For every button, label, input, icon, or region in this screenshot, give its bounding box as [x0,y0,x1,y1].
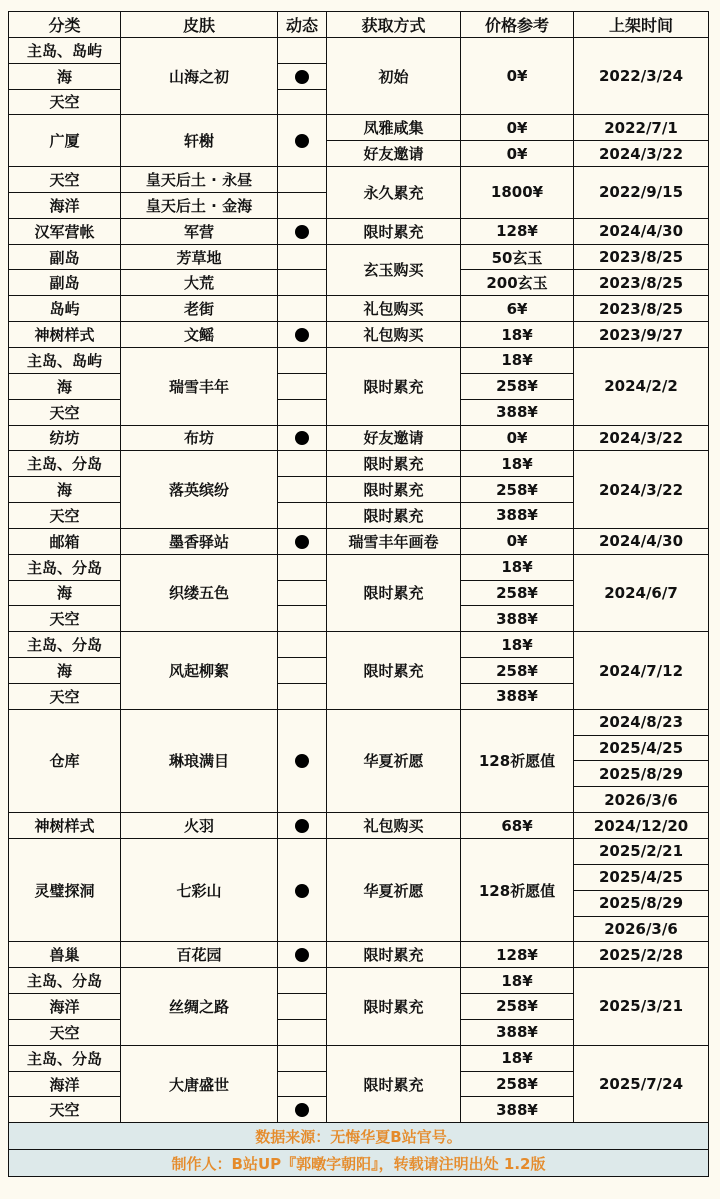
dynamic-cell [278,942,327,968]
dynamic-cell [278,244,327,270]
dynamic-cell [278,425,327,451]
dynamic-cell [278,994,327,1020]
method-cell: 礼包购买 [327,813,461,839]
category-cell: 天空 [9,606,121,632]
dynamic-cell [278,813,327,839]
skin-cell: 文鳐 [121,322,278,348]
dynamic-cell [278,63,327,89]
dynamic-cell [278,347,327,373]
table-row [9,451,709,477]
dynamic-dot-icon [295,754,309,768]
dynamic-cell [278,968,327,994]
dynamic-cell [278,709,327,812]
skin-cell: 布坊 [121,425,278,451]
price-cell: 0¥ [461,37,574,115]
skin-cell: 军营 [121,218,278,244]
skin-cell: 落英缤纷 [121,451,278,529]
dynamic-cell [278,839,327,942]
dynamic-cell [278,503,327,529]
price-cell: 388¥ [461,683,574,709]
dynamic-cell [278,322,327,348]
method-cell: 凤雅咸集 [327,115,461,141]
table-row [9,942,709,968]
skin-cell: 百花园 [121,942,278,968]
skin-cell: 大荒 [121,270,278,296]
dynamic-cell [278,399,327,425]
date-cell: 2025/4/25 [574,735,709,761]
dynamic-dot-icon [295,225,309,239]
dynamic-cell [278,451,327,477]
price-cell: 128祈愿值 [461,839,574,942]
price-cell: 258¥ [461,580,574,606]
method-cell: 华夏祈愿 [327,839,461,942]
dynamic-cell [278,554,327,580]
header-skin: 皮肤 [121,12,278,38]
category-cell: 海 [9,477,121,503]
price-cell: 388¥ [461,1097,574,1123]
price-cell: 18¥ [461,322,574,348]
header-method: 获取方式 [327,12,461,38]
price-cell: 258¥ [461,658,574,684]
skin-cell: 瑞雪丰年 [121,347,278,425]
table-row [9,425,709,451]
date-cell: 2022/7/1 [574,115,709,141]
method-cell: 限时累充 [327,218,461,244]
price-cell: 0¥ [461,115,574,141]
price-cell: 200玄玉 [461,270,574,296]
date-cell: 2024/4/30 [574,218,709,244]
date-cell: 2023/9/27 [574,322,709,348]
table-row [9,322,709,348]
date-cell: 2025/8/29 [574,890,709,916]
table-row [9,632,709,658]
dynamic-cell [278,632,327,658]
dynamic-cell [278,37,327,63]
category-cell: 邮箱 [9,528,121,554]
category-cell: 灵璧探洞 [9,839,121,942]
dynamic-cell [278,373,327,399]
price-cell: 18¥ [461,451,574,477]
dynamic-dot-icon [295,819,309,833]
method-cell: 礼包购买 [327,296,461,322]
footer-row [9,1150,709,1177]
date-cell: 2024/4/30 [574,528,709,554]
category-cell: 主岛、分岛 [9,968,121,994]
dynamic-cell [278,270,327,296]
method-cell: 限时累充 [327,968,461,1046]
skin-cell: 芳草地 [121,244,278,270]
dynamic-dot-icon [295,431,309,445]
price-cell: 18¥ [461,632,574,658]
category-cell: 主岛、分岛 [9,554,121,580]
table-row [9,244,709,270]
dynamic-cell [278,89,327,115]
date-cell: 2025/2/21 [574,839,709,865]
skin-cell: 七彩山 [121,839,278,942]
dynamic-cell [278,683,327,709]
category-cell: 天空 [9,503,121,529]
category-cell: 副岛 [9,270,121,296]
table-row [9,218,709,244]
dynamic-cell [278,580,327,606]
price-cell: 0¥ [461,528,574,554]
footer-row [9,1123,709,1150]
category-cell: 神树样式 [9,813,121,839]
category-cell: 海洋 [9,192,121,218]
category-cell: 主岛、分岛 [9,451,121,477]
method-cell: 限时累充 [327,942,461,968]
dynamic-cell [278,658,327,684]
category-cell: 海 [9,63,121,89]
table-row [9,528,709,554]
dynamic-cell [278,1019,327,1045]
date-cell: 2026/3/6 [574,787,709,813]
category-cell: 兽巢 [9,942,121,968]
price-cell: 6¥ [461,296,574,322]
method-cell: 永久累充 [327,167,461,219]
dynamic-cell [278,1097,327,1123]
skin-cell: 墨香驿站 [121,528,278,554]
table-row [9,968,709,994]
table-row [9,709,709,735]
price-cell: 388¥ [461,503,574,529]
skin-cell: 丝绸之路 [121,968,278,1046]
category-cell: 海 [9,373,121,399]
method-cell: 限时累充 [327,554,461,632]
dynamic-cell [278,296,327,322]
date-cell: 2024/3/22 [574,425,709,451]
table-row [9,347,709,373]
header-price: 价格参考 [461,12,574,38]
table-row [9,1045,709,1071]
method-cell: 限时累充 [327,347,461,425]
category-cell: 海 [9,658,121,684]
dynamic-dot-icon [295,70,309,84]
method-cell: 限时累充 [327,1045,461,1123]
price-cell: 258¥ [461,373,574,399]
price-cell: 388¥ [461,606,574,632]
method-cell: 华夏祈愿 [327,709,461,812]
category-cell: 主岛、分岛 [9,1045,121,1071]
dynamic-dot-icon [295,134,309,148]
date-cell: 2024/2/2 [574,347,709,425]
dynamic-cell [278,115,327,167]
date-cell: 2024/12/20 [574,813,709,839]
date-cell: 2025/2/28 [574,942,709,968]
category-cell: 汉军营帐 [9,218,121,244]
skin-table [8,11,709,1177]
category-cell: 天空 [9,1097,121,1123]
price-cell: 18¥ [461,554,574,580]
method-cell: 玄玉购买 [327,244,461,296]
price-cell: 18¥ [461,347,574,373]
category-cell: 海洋 [9,994,121,1020]
category-cell: 广厦 [9,115,121,167]
dynamic-cell [278,1071,327,1097]
method-cell: 好友邀请 [327,425,461,451]
date-cell: 2024/6/7 [574,554,709,632]
skin-cell: 轩榭 [121,115,278,167]
price-cell: 258¥ [461,477,574,503]
category-cell: 神树样式 [9,322,121,348]
category-cell: 天空 [9,1019,121,1045]
price-cell: 388¥ [461,399,574,425]
date-cell: 2025/7/24 [574,1045,709,1123]
price-cell: 0¥ [461,425,574,451]
method-cell: 礼包购买 [327,322,461,348]
method-cell: 限时累充 [327,632,461,710]
date-cell: 2024/7/12 [574,632,709,710]
skin-cell: 老街 [121,296,278,322]
table-row [9,554,709,580]
price-cell: 128¥ [461,942,574,968]
category-cell: 天空 [9,683,121,709]
dynamic-cell [278,477,327,503]
table-row [9,839,709,865]
date-cell: 2024/8/23 [574,709,709,735]
header-date: 上架时间 [574,12,709,38]
category-cell: 副岛 [9,244,121,270]
skin-cell: 风起柳絮 [121,632,278,710]
method-cell: 瑞雪丰年画卷 [327,528,461,554]
method-cell: 限时累充 [327,477,461,503]
dynamic-dot-icon [295,1103,309,1117]
category-cell: 天空 [9,399,121,425]
dynamic-dot-icon [295,948,309,962]
dynamic-cell [278,606,327,632]
dynamic-dot-icon [295,535,309,549]
price-cell: 258¥ [461,994,574,1020]
dynamic-cell [278,528,327,554]
skin-cell: 琳琅满目 [121,709,278,812]
category-cell: 天空 [9,167,121,193]
date-cell: 2025/3/21 [574,968,709,1046]
method-cell: 限时累充 [327,451,461,477]
date-cell: 2025/4/25 [574,864,709,890]
dynamic-cell [278,1045,327,1071]
table-row [9,115,709,141]
price-cell: 0¥ [461,141,574,167]
price-cell: 50玄玉 [461,244,574,270]
dynamic-cell [278,192,327,218]
date-cell: 2023/8/25 [574,270,709,296]
price-cell: 1800¥ [461,167,574,219]
date-cell: 2023/8/25 [574,296,709,322]
table-row [9,813,709,839]
dynamic-dot-icon [295,328,309,342]
date-cell: 2022/9/15 [574,167,709,219]
date-cell: 2025/8/29 [574,761,709,787]
price-cell: 128祈愿值 [461,709,574,812]
header-dynamic: 动态 [278,12,327,38]
skin-cell: 山海之初 [121,37,278,115]
category-cell: 纺坊 [9,425,121,451]
header-category: 分类 [9,12,121,38]
dynamic-cell [278,218,327,244]
skin-cell: 火羽 [121,813,278,839]
method-cell: 初始 [327,37,461,115]
date-cell: 2024/3/22 [574,451,709,529]
price-cell: 68¥ [461,813,574,839]
category-cell: 仓库 [9,709,121,812]
skin-cell: 织缕五色 [121,554,278,632]
method-cell: 限时累充 [327,503,461,529]
category-cell: 主岛、岛屿 [9,37,121,63]
credit-note: 制作人：B站UP『郭暾字朝阳』，转载请注明出处 1.2版 [9,1150,709,1177]
price-cell: 128¥ [461,218,574,244]
date-cell: 2024/3/22 [574,141,709,167]
category-cell: 天空 [9,89,121,115]
table-row [9,296,709,322]
date-cell: 2023/8/25 [574,244,709,270]
table-row [9,37,709,63]
category-cell: 海洋 [9,1071,121,1097]
category-cell: 主岛、分岛 [9,632,121,658]
skin-cell: 皇天后土 · 永昼 [121,167,278,193]
dynamic-dot-icon [295,884,309,898]
price-cell: 18¥ [461,968,574,994]
price-cell: 18¥ [461,1045,574,1071]
method-cell: 好友邀请 [327,141,461,167]
date-cell: 2022/3/24 [574,37,709,115]
table-row [9,167,709,193]
dynamic-cell [278,167,327,193]
price-cell: 388¥ [461,1019,574,1045]
category-cell: 岛屿 [9,296,121,322]
category-cell: 主岛、岛屿 [9,347,121,373]
skin-cell: 大唐盛世 [121,1045,278,1123]
skin-cell: 皇天后土 · 金海 [121,192,278,218]
date-cell: 2026/3/6 [574,916,709,942]
category-cell: 海 [9,580,121,606]
data-source-note: 数据来源：无悔华夏B站官号。 [9,1123,709,1150]
price-cell: 258¥ [461,1071,574,1097]
header-row [9,12,709,38]
